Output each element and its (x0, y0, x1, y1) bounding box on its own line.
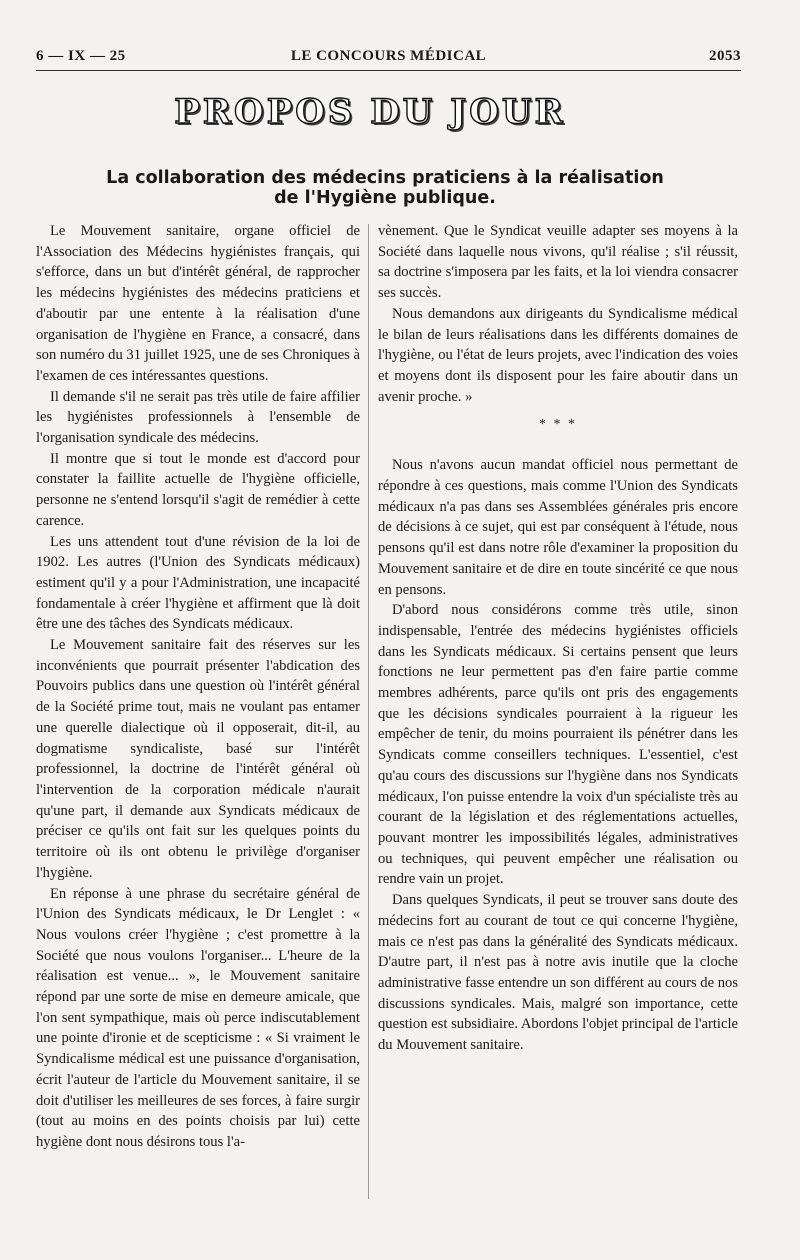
right-column (378, 221, 738, 1056)
article-title (50, 168, 720, 208)
journal-name: LE CONCOURS MÉDICAL (290, 48, 487, 64)
left-column (36, 221, 360, 1153)
page-number: 2053 (709, 48, 741, 64)
article-title-line-1: La collaboration des médecins praticiens à la réalisation (106, 168, 664, 188)
header-date: 6 — IX — 25 (36, 48, 126, 64)
paragraph: Nous demandons aux dirigeants du Syndicalisme médical le bilan de leurs réalisations dans les différents domaines de l'hygiène, ou l'état de leurs projets, avec l'indication des voies et moyens dont ils disposent pour les faire aboutir dans un avenir proche. » (378, 305, 738, 405)
paragraph: vènement. Que le Syndicat veuille adapter ses moyens à la Société dans laquelle nous vivons, qu'il réalise ; s'il réussit, sa doctrine s'imposera par les faits, et la loi viendra consacrer ses succès. (378, 223, 738, 302)
running-header (36, 44, 741, 71)
paragraph: Il demande s'il ne serait pas très utile de faire affilier les hygiénistes professionnels à l'ensemble de l'organisation syndicale des médecins. (36, 388, 360, 447)
paragraph: En réponse à une phrase du secrétaire général de l'Union des Syndicats médicaux, le Dr Lenglet : « Nous voulons créer l'hygiène ; c'est promettre à la Société que nous voulons l'organiser... L'heure de la réalisation est venue... », le Mouvement sanitaire répond par une sorte de mise en demeure amicale, que l'on sent sympathique, mais où perce indiscutablement une pointe d'ironie et de scepticisme : « Si vraiment le Syndicalisme médical est une puissance d'organisation, écrit l'auteur de l'article du Mouvement sanitaire, il se doit d'utiliser les meilleures de ses forces, à faire surgir (tout au moins en des points choisis par lui) cette hygiène dont nous désirons tous l'a- (36, 885, 360, 1150)
paragraph: D'abord nous considérons comme très utile, sinon indispensable, l'entrée des médecins hygiénistes officiels dans les Syndicats médicaux. Si certains pensent que leurs fonctions ne leur permettent pas d'en faire partie comme membres adhérents, parce qu'ils ont pris des engagements que les décisions syndicales pourraient à la rigueur les empêcher de tenir, du moins pourraient ils pénétrer dans les Syndicats comme conseillers techniques. L'essentiel, c'est qu'au cours des discussions sur l'hygiène dans nos Syndicats médicaux, l'on puisse entendre la voix d'un spécialiste très au courant de la législation et des réglementations actuelles, pouvant montrer les impossibilités légales, administratives ou techniques, qui peuvent empêcher une réalisation ou rendre vain un projet. (378, 602, 738, 888)
paragraph: Dans quelques Syndicats, il peut se trouver sans doute des médecins fort au courant de tout ce qui concerne l'hygiène, mais ce n'est pas dans la généralité des Syndicats médicaux. D'autre part, il n'est pas à notre avis inutile que la cloche administrative fasse entendre un son différent au cours de nos discussions syndicales. Mais, malgré son importance, cette question est subsidiaire. Abordons l'objet principal de l'article du Mouvement sanitaire. (378, 892, 739, 1054)
paragraph: Nous n'avons aucun mandat officiel nous permettant de répondre à ces questions, mais comme l'Union des Syndicats médicaux n'a pas dans ses Assemblées générales pris encore de décisions à ce sujet, qui est par conséquent à l'étude, nous pensons qu'il est dans notre rôle d'examiner la proposition du Mouvement sanitaire et de dire en toute sincérité ce que nous en pensons. (378, 457, 738, 598)
paragraph: Les uns attendent tout d'une révision de la loi de 1902. Les autres (l'Union des Syndicats médicaux) estiment qu'il y a pour l'Administration, une incapacité fondamentale à créer l'hygiène et affirment que là doit être une des tâches des Syndicats médicaux. (36, 533, 360, 633)
column-divider (368, 224, 369, 1199)
asterism-separator: * * * (539, 417, 577, 433)
section-rubric: PROPOS DU JOUR (174, 92, 566, 132)
paragraph: Il montre que si tout le monde est d'accord pour constater la faillite actuelle de l'hygiène officielle, personne ne s'entend lorsqu'il s'agit de remédier à cette carence. (36, 450, 360, 529)
paragraph: Le Mouvement sanitaire fait des réserves sur les inconvénients que pourrait présenter l'abdication des Pouvoirs publics dans une question où l'intérêt général de la Société prime tout, mais ne voulant pas entamer une querelle dialectique où il opposerait, dit-il, au dogmatisme syndicaliste, basé sur l'intérêt professionnel, la doctrine de l'intérêt général où l'intervention de la corporation médicale n'aurait qu'une part, il demande aux Syndicats médicaux de préciser ce qu'ils ont fait sur les quelques points du territoire où ils ont obtenu le privilège d'organiser l'hygiène. (36, 637, 360, 881)
article-title-line-2: de l'Hygiène publique. (274, 188, 496, 208)
paragraph: Le Mouvement sanitaire, organe officiel de l'Association des Médecins hygiénistes français, qui s'efforce, dans un but d'intérêt général, de rapprocher les médecins hygiénistes des médecins praticiens et d'aboutir par une entente à la réalisation d'une organisation de l'hygiène en France, a consacré, dans son numéro du 31 juillet 1925, une de ses Chroniques à l'examen de ces intéressantes questions. (36, 223, 360, 384)
